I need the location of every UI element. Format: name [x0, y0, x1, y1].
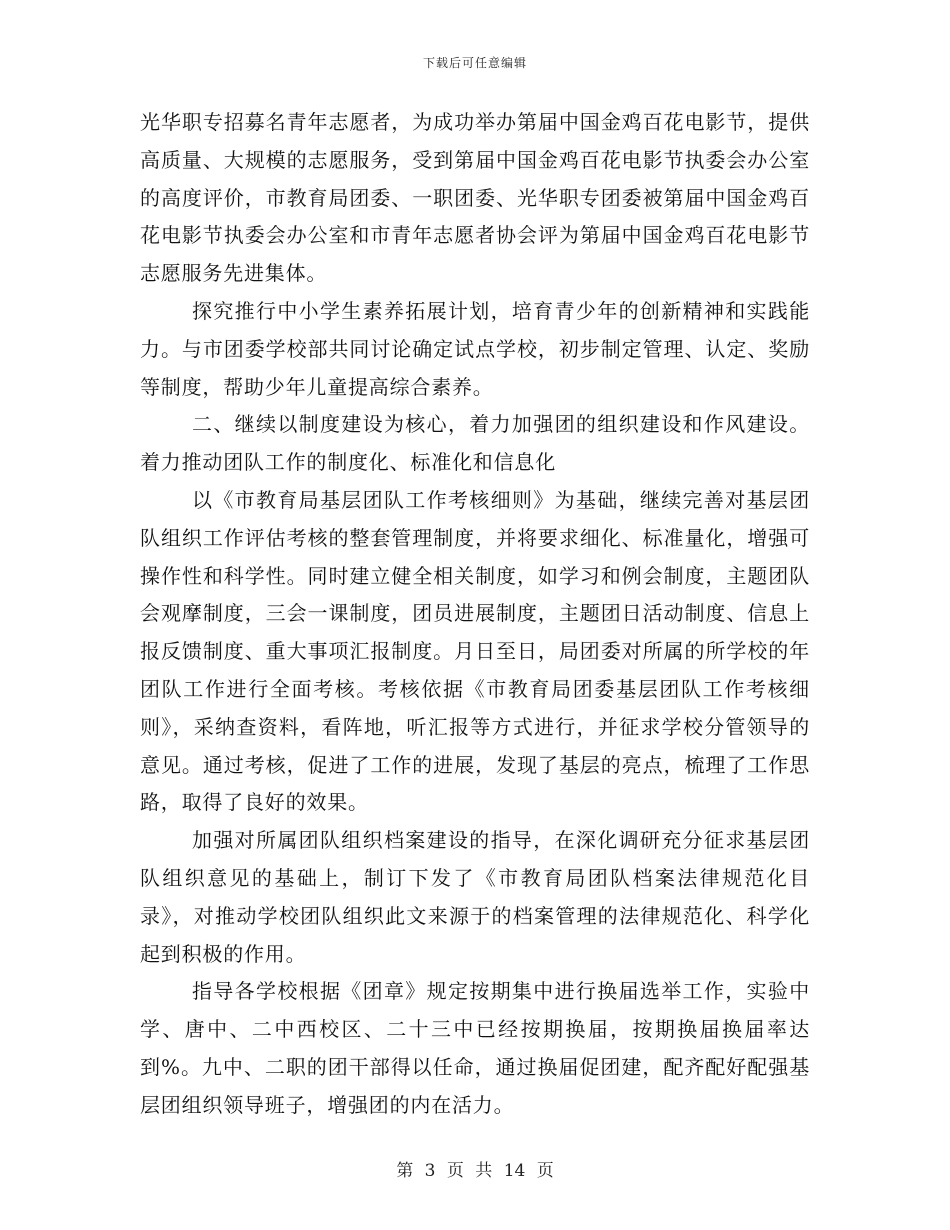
- paragraph-elections: 指导各学校根据《团章》规定按期集中进行换届选举工作，实验中学、唐中、二中西校区、二十三中已经按期换届，按期换届换届率达到%。九中、二职的团干部得以任命，通过换届促团建，配齐配好配强基层团组织领导班子，增强团的内在活力。: [140, 979, 810, 1117]
- paragraph-archives: 加强对所属团队组织档案建设的指导，在深化调研充分征求基层团队组织意见的基础上，制订下发了《市教育局团队档案法律规范化目录》，对推动学校团队组织此文来源于的档案管理的法律规范化、科学化起到积极的作用。: [140, 828, 810, 966]
- document-body: [140, 104, 810, 1125]
- section-heading-two: 二、继续以制度建设为核心，着力加强团的组织建设和作风建设。着力推动团队工作的制度化、标准化和信息化: [140, 412, 810, 475]
- paragraph-literacy-plan: 探究推行中小学生素养拓展计划，培育青少年的创新精神和实践能力。与市团委学校部共同讨论确定试点学校，初步制定管理、认定、奖励等制度，帮助少年儿童提高综合素养。: [140, 298, 810, 399]
- page-header: 下载后可任意编辑: [422, 56, 527, 70]
- paragraph-assessment: 以《市教育局基层团队工作考核细则》为基础，继续完善对基层团队组织工作评估考核的整套管理制度，并将要求细化、标准量化，增强可操作性和科学性。同时建立健全相关制度，如学习和例会制度，主题团队会观摩制度，三会一课制度，团员进展制度，主题团日活动制度、信息上报反馈制度、重大事项汇报制度。月日至日，局团委对所属的所学校的年团队工作进行全面考核。考核依据《市教育局团委基层团队工作考核细则》，采纳查资料，看阵地，听汇报等方式进行，并征求学校分管领导的意见。通过考核，促进了工作的进展，发现了基层的亮点，梳理了工作思路，取得了良好的效果。: [140, 487, 810, 815]
- page-number: 第 3 页 共 14 页: [396, 1161, 554, 1181]
- paragraph-volunteers: 光华职专招募名青年志愿者，为成功举办第届中国金鸡百花电影节，提供高质量、大规模的志愿服务，受到第届中国金鸡百花电影节执委会办公室的高度评价，市教育局团委、一职团委、光华职专团委被第届中国金鸡百花电影节执委会办公室和市青年志愿者协会评为第届中国金鸡百花电影节志愿服务先进集体。: [140, 110, 810, 286]
